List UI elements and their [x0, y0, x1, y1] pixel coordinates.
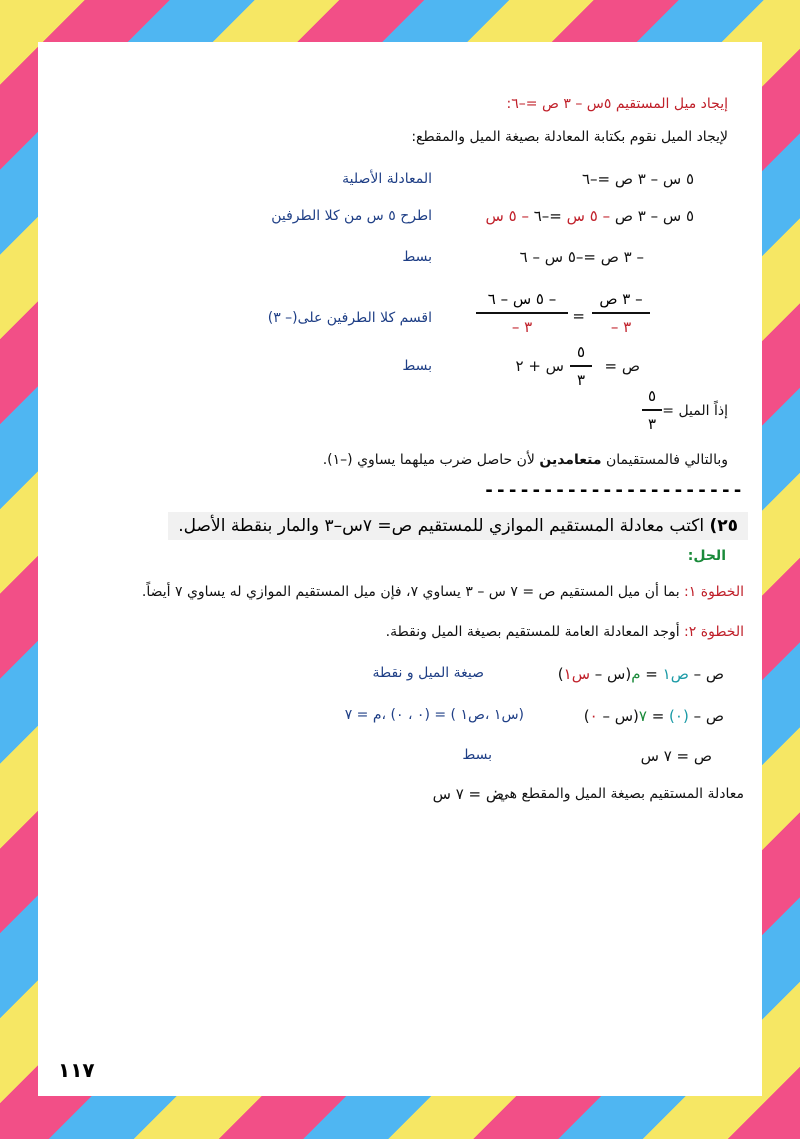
final-answer-equation: ص = ٧ س	[432, 785, 504, 803]
point-slope-formula	[558, 665, 724, 683]
slope-fraction	[642, 386, 662, 434]
fraction-denominator: ٣ –	[511, 317, 533, 336]
step5-left: ص =	[604, 357, 640, 375]
formula-part: )	[557, 665, 564, 683]
intro-text: لإيجاد الميل نقوم بكتابة المعادلة بصيغة الميل والمقطع:	[411, 129, 728, 145]
fraction-numerator: – ٥ س – ٦	[487, 290, 557, 308]
page-sheet	[38, 42, 762, 1096]
fraction-bar	[592, 312, 650, 314]
conclusion-part: لأن حاصل ضرب ميلهما يساوي (–١).	[322, 452, 540, 468]
substitution-y1: (٠)	[669, 707, 689, 725]
formula-x1: س١	[563, 665, 591, 683]
step2-mid: =–٦	[528, 207, 567, 225]
fraction-bar	[570, 365, 592, 367]
step3-equation: – ٣ ص =–٥ س – ٦	[519, 248, 644, 266]
fraction-numerator: ٥	[576, 343, 586, 361]
separator-line: ----------------------	[483, 480, 744, 501]
step5-fraction	[570, 342, 592, 390]
section-heading: إيجاد ميل المستقيم ٥س – ٣ ص =–٦:	[506, 96, 728, 112]
step4-equals: =	[572, 307, 585, 325]
substitution-x1: ٠	[589, 707, 598, 725]
question-text: اكتب معادلة المستقيم الموازي للمستقيم ص= ٧س–٣ والمار بنقطة الأصل.	[178, 516, 705, 536]
substitution-equation	[584, 707, 724, 725]
step4-note: اقسم كلا الطرفين على(– ٣)	[267, 310, 432, 326]
step1-text: بما أن ميل المستقيم ص = ٧ س – ٣ يساوي ٧، فإن ميل المستقيم الموازي له يساوي ٧ أيضاً.	[141, 584, 685, 600]
fraction-numerator: ٥	[647, 387, 657, 405]
step1-equation: ٥ س – ٣ ص =–٦	[581, 170, 694, 188]
step3-note: بسط	[402, 249, 432, 265]
step5-right: س + ٢	[515, 357, 564, 375]
final-answer-label: معادلة المستقيم بصيغة الميل والمقطع هي:	[493, 786, 744, 802]
step2-line	[386, 624, 744, 640]
formula-part: =	[640, 665, 663, 683]
step5-note: بسط	[402, 358, 432, 374]
substitution-part: )	[583, 707, 590, 725]
solution-label: الحل:	[687, 548, 726, 564]
page-number: ١١٧	[58, 1058, 95, 1082]
formula-part: (س –	[590, 665, 632, 683]
fraction-denominator: ٣	[647, 414, 657, 433]
substitution-part: (س –	[597, 707, 639, 725]
conclusion-text	[323, 452, 728, 468]
step1-line	[142, 584, 744, 600]
substitution-slope: ٧	[638, 707, 647, 725]
conclusion-part: وبالتالي فالمستقيمان	[601, 452, 728, 468]
fraction-numerator: – ٣ ص	[599, 290, 643, 308]
fraction-denominator: ٣ –	[610, 317, 632, 336]
step2-note: اطرح ٥ س من كلا الطرفين	[271, 208, 432, 224]
substitution-part: ص –	[688, 707, 724, 725]
question-number: ٢٥)	[709, 516, 738, 536]
formula-slope: م	[631, 665, 641, 683]
step4-right-fraction	[476, 289, 568, 337]
fraction-bar	[642, 409, 662, 411]
slope-label: إذاً الميل =	[662, 403, 728, 419]
conclusion-keyword: متعامدين	[539, 452, 602, 468]
point-slope-note: صيغة الميل و نقطة	[372, 665, 484, 681]
step4-left-fraction	[592, 289, 650, 337]
step2-label: الخطوة ٢:	[684, 624, 744, 640]
step1-note: المعادلة الأصلية	[342, 171, 432, 187]
substitution-part: =	[646, 707, 670, 725]
step2-equation	[486, 207, 694, 225]
formula-part: ص –	[688, 665, 724, 683]
step2-red-term-2: – ٥ س	[485, 207, 529, 225]
step2-part: ٥ س – ٣ ص	[610, 207, 694, 225]
simplified-equation: ص = ٧ س	[640, 747, 712, 765]
question-box	[168, 512, 748, 540]
step2-text: أوجد المعادلة العامة للمستقيم بصيغة الميل ونقطة.	[385, 624, 685, 640]
simplified-note: بسط	[462, 747, 492, 763]
fraction-bar	[476, 312, 568, 314]
substitution-note: (س١ ،ص١ ) = (٠ ، ٠) ،م = ٧	[344, 707, 524, 723]
formula-y1: ص١	[662, 665, 689, 683]
step1-label: الخطوة ١:	[684, 584, 744, 600]
step2-red-term: – ٥ س	[566, 207, 611, 225]
fraction-denominator: ٣	[576, 370, 586, 389]
